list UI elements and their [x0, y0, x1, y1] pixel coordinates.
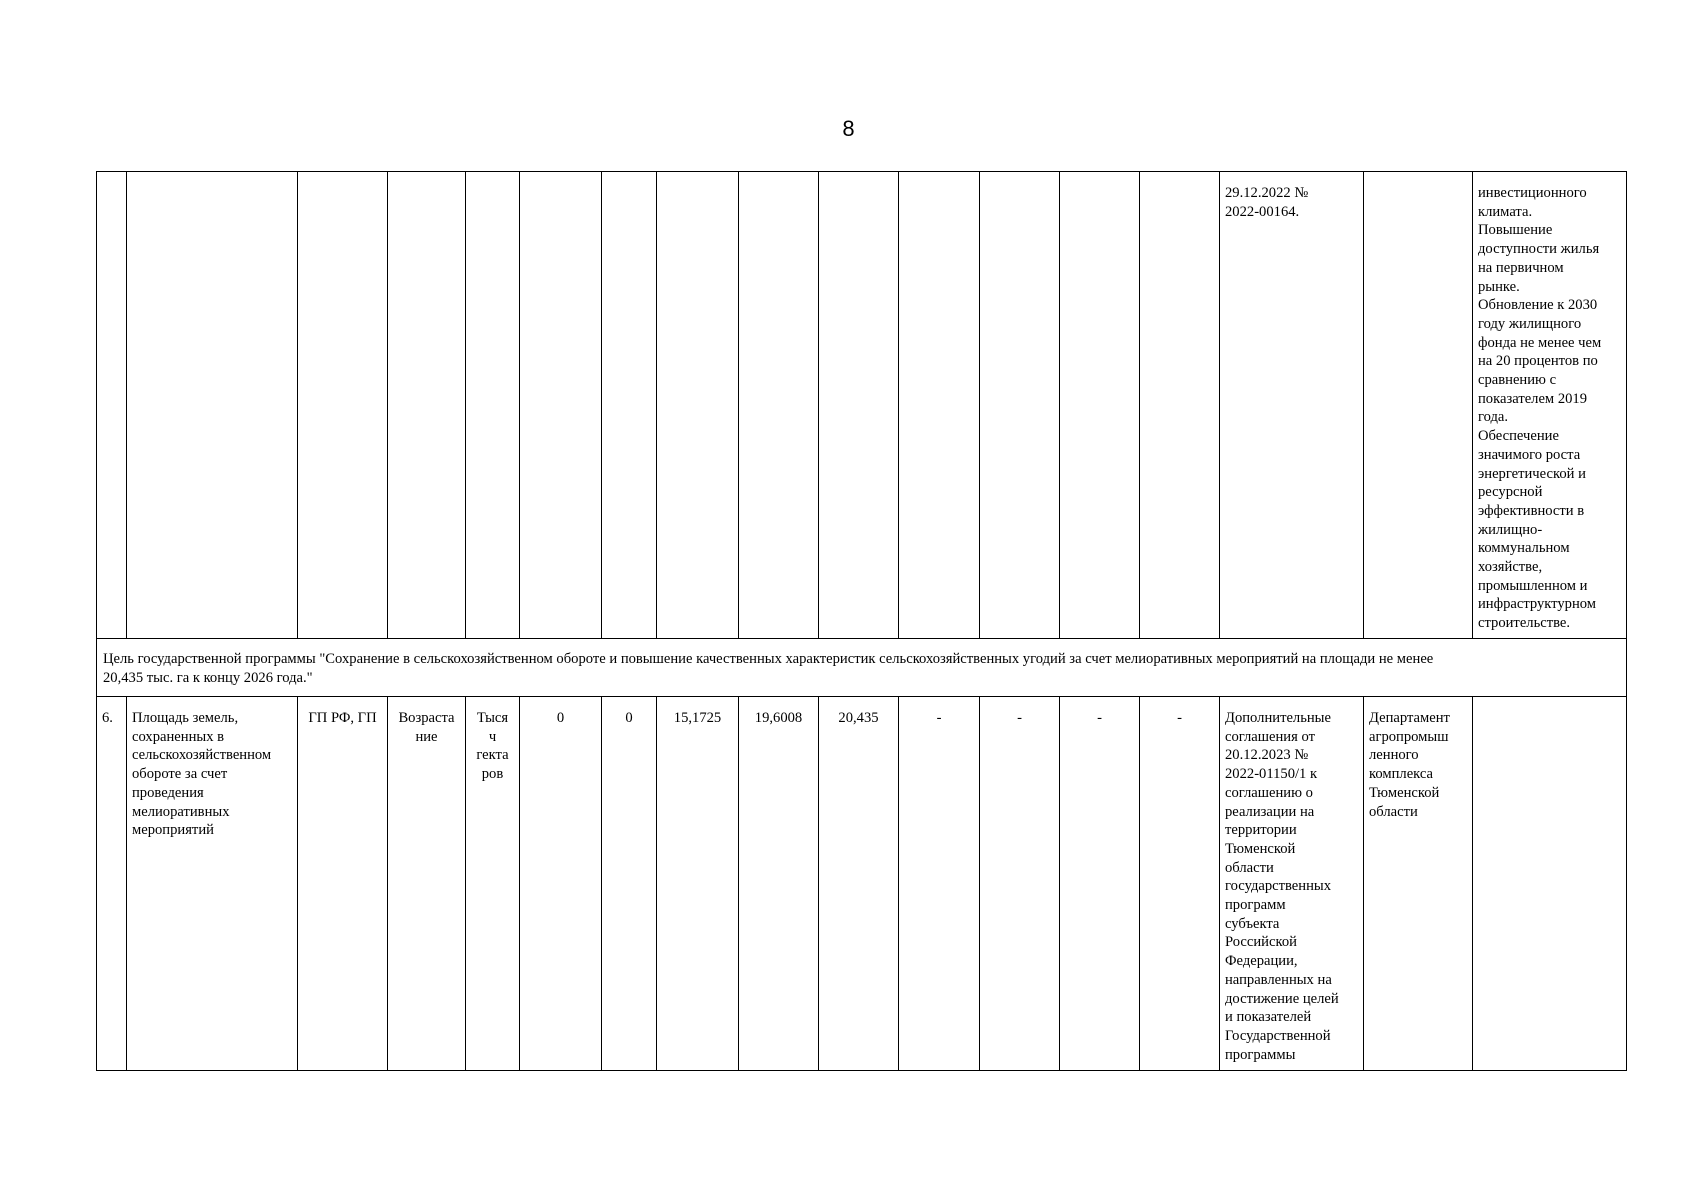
cell-level: ГП РФ, ГП — [298, 697, 388, 1071]
trend-line: Возраста — [398, 710, 455, 726]
cell-responsible — [1364, 697, 1473, 1071]
notes-line: значимого роста — [1478, 446, 1581, 463]
name-line: мелиоративных — [132, 803, 230, 820]
cell-value: 0 — [520, 697, 602, 1071]
goal-line: 20,435 тыс. га к концу 2026 года." — [103, 669, 313, 686]
responsible-line: агропромыш — [1369, 728, 1449, 745]
notes-line: коммунальном — [1478, 540, 1570, 557]
indicator-row — [97, 697, 1627, 1071]
notes-line: эффективности в — [1478, 502, 1585, 519]
cell-value: - — [1060, 697, 1140, 1071]
notes-line: доступности жилья — [1478, 241, 1600, 258]
notes-line: на 20 процентов по — [1478, 353, 1598, 370]
name-line: сельскохозяйственном — [132, 747, 272, 764]
notes-line: сравнению с — [1478, 372, 1557, 389]
cell-name — [127, 172, 298, 639]
unit-line: Тыся — [476, 710, 509, 726]
cell-value: 20,435 — [819, 697, 899, 1071]
unit-line: ч — [488, 728, 497, 745]
cell-unit — [466, 172, 520, 639]
cell-value — [739, 172, 819, 639]
cell-value: 15,1725 — [657, 697, 739, 1071]
notes-line: года. — [1478, 409, 1509, 426]
cell-document — [1220, 697, 1364, 1071]
notes-line: инвестиционного — [1478, 185, 1587, 201]
notes-line: фонда не менее чем — [1478, 334, 1602, 351]
notes-line: рынке. — [1478, 278, 1520, 295]
document-line: территории — [1225, 822, 1297, 839]
cell-level — [298, 172, 388, 639]
cell-value — [980, 172, 1060, 639]
continuation-row — [97, 172, 1627, 639]
cell-value — [819, 172, 899, 639]
goal-cell — [97, 639, 1627, 697]
cell-number: 6. — [97, 697, 127, 1071]
document-line: Дополнительные — [1225, 710, 1331, 726]
document-line: программ — [1225, 897, 1286, 914]
document-line: Федерации, — [1225, 953, 1298, 970]
notes-line: энергетической и — [1478, 465, 1586, 482]
notes-line: промышленном и — [1478, 577, 1588, 594]
cell-name — [127, 697, 298, 1071]
notes-line: Обновление к 2030 — [1478, 297, 1598, 314]
document-line: субъекта — [1225, 915, 1280, 932]
cell-value — [657, 172, 739, 639]
cell-value — [602, 172, 657, 639]
trend-line: ние — [415, 728, 438, 745]
cell-value — [899, 172, 980, 639]
document-line: реализации на — [1225, 803, 1315, 820]
document-line: программы — [1225, 1046, 1296, 1063]
document-line: государственных — [1225, 878, 1332, 895]
cell-trend — [388, 172, 466, 639]
agreement-line: 29.12.2022 № — [1225, 185, 1309, 201]
name-line: Площадь земель, — [132, 710, 239, 726]
cell-responsible — [1364, 172, 1473, 639]
document-line: соглашения от — [1225, 728, 1315, 745]
cell-value: 19,6008 — [739, 697, 819, 1071]
responsible-line: Департамент — [1369, 710, 1450, 726]
cell-value — [1140, 172, 1220, 639]
notes-line: Повышение — [1478, 222, 1553, 239]
cell-value: - — [1140, 697, 1220, 1071]
notes-line: строительстве. — [1478, 615, 1571, 632]
unit-line: ров — [481, 766, 504, 783]
document-line: направленных на — [1225, 971, 1332, 988]
document-line: области — [1225, 859, 1274, 876]
name-line: проведения — [132, 784, 204, 801]
cell-value: 0 — [602, 697, 657, 1071]
goal-row — [97, 639, 1627, 697]
indicators-table — [96, 171, 1627, 1071]
notes-line: показателем 2019 — [1478, 390, 1588, 407]
document-line: и показателей — [1225, 1009, 1312, 1026]
document-line: 20.12.2023 № — [1225, 747, 1309, 764]
responsible-line: комплекса — [1369, 766, 1434, 783]
notes-line: Обеспечение — [1478, 428, 1559, 445]
document-line: Российской — [1225, 934, 1297, 951]
responsible-line: Тюменской — [1369, 784, 1440, 801]
unit-line: гекта — [476, 747, 509, 764]
cell-trend — [388, 697, 466, 1071]
responsible-line: ленного — [1369, 747, 1419, 764]
cell-notes — [1473, 697, 1627, 1071]
notes-line: на первичном — [1478, 259, 1564, 276]
document-line: Государственной — [1225, 1027, 1331, 1044]
notes-line: климата. — [1478, 203, 1533, 220]
goal-line: Цель государственной программы "Сохранение в сельскохозяйственном обороте и повышение качественных характеристик сельскохозяйственных угодий за счет мелиоративных мероприятий на площади не менее — [103, 651, 1434, 667]
notes-line: году жилищного — [1478, 315, 1582, 332]
document-line: соглашению о — [1225, 784, 1313, 801]
notes-line: хозяйстве, — [1478, 559, 1543, 576]
notes-line: жилищно- — [1478, 521, 1543, 538]
cell-value: - — [980, 697, 1060, 1071]
document-line: Тюменской — [1225, 840, 1296, 857]
name-line: сохраненных в — [132, 728, 225, 745]
cell-unit — [466, 697, 520, 1071]
cell-value — [1060, 172, 1140, 639]
document-line: достижение целей — [1225, 990, 1339, 1007]
cell-value — [520, 172, 602, 639]
responsible-line: области — [1369, 803, 1418, 820]
notes-line: инфраструктурном — [1478, 596, 1597, 613]
name-line: мероприятий — [132, 822, 214, 839]
cell-value: - — [899, 697, 980, 1071]
cell-document — [1220, 172, 1364, 639]
notes-line: ресурсной — [1478, 484, 1543, 501]
page-number: 8 — [842, 116, 855, 141]
name-line: обороте за счет — [132, 766, 228, 783]
document-line: 2022-01150/1 к — [1225, 766, 1318, 783]
agreement-line: 2022-00164. — [1225, 203, 1300, 220]
cell-number — [97, 172, 127, 639]
cell-notes — [1473, 172, 1627, 639]
